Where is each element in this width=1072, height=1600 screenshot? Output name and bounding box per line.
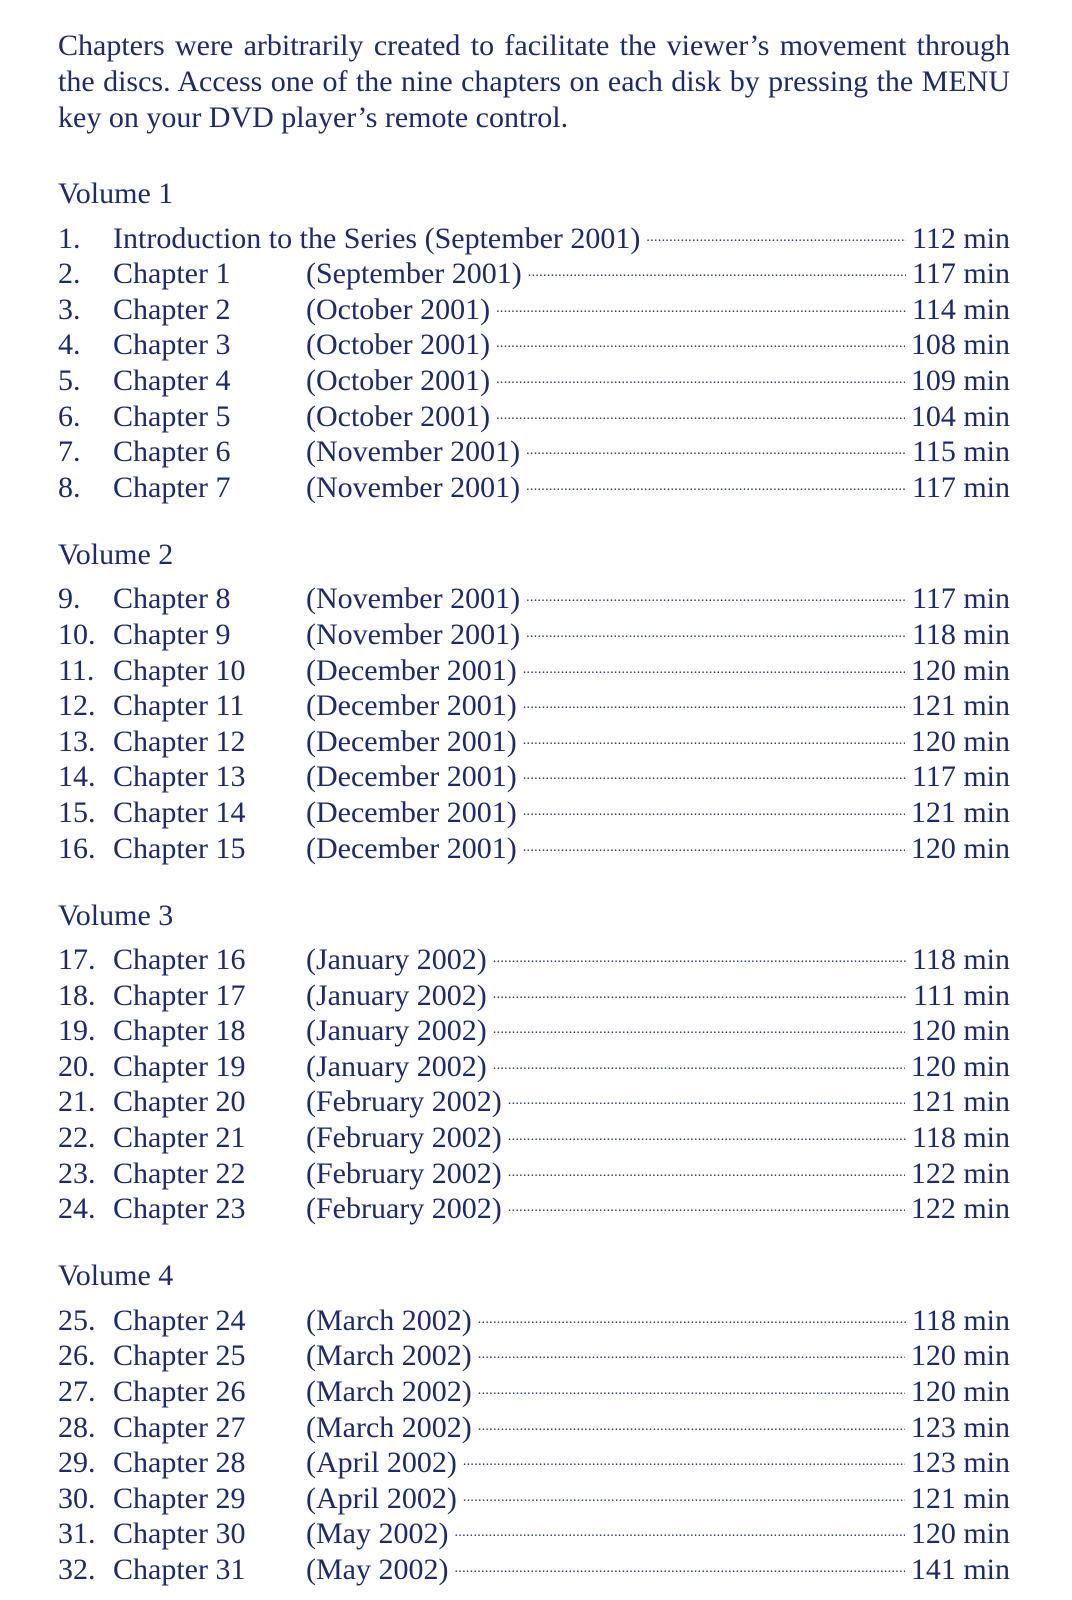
chapter-name: Chapter 31 [113,1553,246,1586]
chapter-row[interactable] [58,1294,1010,1337]
chapter-date: (October 2001) [306,292,491,326]
chapter-number: 23. [58,1156,96,1190]
chapter-number: 11. [58,653,95,687]
chapter-name: Chapter 18 [113,1014,246,1048]
dot-leader [463,1437,905,1473]
dot-leader [478,1294,906,1330]
chapter-number: 3. [58,292,81,326]
dot-leader [523,680,905,716]
dot-leader [523,786,905,822]
chapter-name: Chapter 6 [113,435,231,469]
dot-leader [493,1005,905,1041]
volume-heading: Volume 1 [58,177,174,210]
chapter-duration: 122 min [910,1156,1010,1190]
chapter-name: Chapter 10 [113,653,246,687]
chapter-date: (December 2001) [306,689,517,723]
chapter-date: (December 2001) [306,653,517,687]
chapter-duration: 121 min [910,1481,1010,1515]
chapter-date: (January 2002) [306,943,487,977]
chapter-number: 21. [58,1085,96,1119]
dot-leader [478,1330,905,1366]
chapter-name: Chapter 9 [113,617,231,651]
dot-leader [496,283,906,319]
chapter-date: (March 2002) [306,1339,472,1373]
dot-leader [523,715,905,751]
chapter-date: (March 2002) [306,1375,472,1409]
chapter-duration: 114 min [911,292,1010,326]
chapter-duration: 118 min [911,617,1010,651]
dot-leader [523,644,905,680]
chapter-number: 18. [58,978,96,1012]
chapter-number: 7. [58,435,81,469]
dot-leader [496,319,905,355]
chapter-number: 16. [58,831,96,865]
chapter-date: (October 2001) [306,399,491,433]
chapter-name: Chapter 13 [113,760,246,794]
chapter-date: (May 2002) [306,1553,449,1586]
volume-section [58,898,1010,1226]
chapter-date: (November 2001) [306,617,521,651]
chapter-date: (May 2002) [306,1517,449,1551]
chapter-date: (April 2002) [306,1446,457,1480]
dot-leader [493,1040,905,1076]
chapter-date: (December 2001) [306,724,517,758]
dot-leader [454,1508,904,1544]
volume-heading: Volume 3 [58,898,174,932]
chapter-number: 8. [58,470,81,504]
chapter-date: (February 2002) [306,1085,502,1119]
chapter-date: (February 2002) [306,1156,502,1190]
chapter-duration: 120 min [910,1049,1010,1083]
chapter-name: Chapter 30 [113,1517,246,1551]
chapter-duration: 121 min [910,795,1010,829]
chapter-number: 6. [58,399,81,433]
chapter-number: 22. [58,1121,96,1155]
chapter-number: 27. [58,1375,96,1409]
dot-leader [526,573,906,609]
chapter-date: (November 2001) [306,470,521,504]
chapter-duration: 117 min [911,470,1010,504]
chapter-duration: 117 min [911,760,1010,794]
chapter-number: 17. [58,943,96,977]
chapter-duration: 123 min [910,1410,1010,1444]
chapter-duration: 109 min [910,363,1010,397]
chapter-name: Chapter 5 [113,399,231,433]
chapter-duration: 120 min [910,724,1010,758]
chapter-number: 30. [58,1481,96,1515]
chapter-duration: 120 min [910,653,1010,687]
chapter-number: 31. [58,1517,96,1551]
chapter-row[interactable] [58,573,1010,616]
dot-leader [508,1183,905,1219]
chapter-duration: 111 min [913,978,1010,1012]
chapter-number: 14. [58,760,96,794]
chapter-duration: 112 min [911,221,1010,255]
chapter-name: Chapter 2 [113,292,231,326]
dot-leader [463,1472,905,1508]
chapter-name: Chapter 16 [113,943,246,977]
chapter-name: Chapter 27 [113,1410,246,1444]
chapter-duration: 120 min [910,1517,1010,1551]
dot-leader [528,248,906,284]
dot-leader [523,822,905,858]
volume-heading: Volume 4 [58,1259,174,1293]
dot-leader [454,1543,904,1579]
dot-leader [496,390,905,426]
chapter-duration: 141 min [910,1553,1010,1586]
chapter-name: Chapter 20 [113,1085,246,1119]
chapter-date: (November 2001) [306,582,521,616]
chapter-number: 2. [58,257,81,291]
chapter-date: (March 2002) [306,1303,472,1337]
chapter-duration: 120 min [910,831,1010,865]
chapter-date: (February 2002) [306,1121,502,1155]
chapter-date: (February 2002) [306,1192,502,1226]
chapter-name: Chapter 17 [113,978,246,1012]
chapter-name: Chapter 7 [113,470,231,504]
dot-leader [508,1111,906,1147]
dot-leader [496,354,905,390]
chapter-number: 29. [58,1446,96,1480]
chapter-date: (March 2002) [306,1410,472,1444]
dot-leader [508,1147,905,1183]
chapter-number: 24. [58,1192,96,1226]
chapter-duration: 104 min [910,399,1010,433]
chapter-name: Chapter 25 [113,1339,246,1373]
chapter-duration: 122 min [910,1192,1010,1226]
volumes-container [58,176,1010,1586]
chapter-date: (December 2001) [306,760,517,794]
chapter-duration: 120 min [910,1375,1010,1409]
chapter-number: 12. [58,689,96,723]
chapter-duration: 121 min [910,689,1010,723]
chapter-date: (December 2001) [306,831,517,865]
chapter-date: (April 2002) [306,1481,457,1515]
dot-leader [478,1365,905,1401]
chapter-number: 5. [58,363,81,397]
chapter-date: (November 2001) [306,435,521,469]
chapter-number: 32. [58,1553,96,1586]
chapter-name: Chapter 22 [113,1156,246,1190]
chapter-name: Chapter 23 [113,1192,246,1226]
chapter-title: Introduction to the Series (September 2001) [113,221,641,255]
chapter-duration: 108 min [910,328,1010,362]
chapter-name: Chapter 12 [113,724,246,758]
chapter-duration: 123 min [910,1446,1010,1480]
chapter-number: 1. [58,221,81,255]
chapter-number: 26. [58,1339,96,1373]
chapter-date: (September 2001) [306,257,522,291]
chapter-number: 15. [58,795,96,829]
chapter-duration: 115 min [911,435,1010,469]
chapter-date: (January 2002) [306,978,487,1012]
chapter-duration: 117 min [911,257,1010,291]
dot-leader [493,934,906,970]
chapter-duration: 117 min [911,582,1010,616]
chapter-name: Chapter 19 [113,1049,246,1083]
dot-leader [526,426,906,462]
chapter-list-page [58,28,1010,1586]
chapter-date: (December 2001) [306,795,517,829]
chapter-name: Chapter 21 [113,1121,246,1155]
intro-paragraph: Chapters were arbitrarily created to facilitate the viewer’s movement through the discs. Access one of the nine chapters on each disk by pressing the MENU key on your DVD player’s remote control. [58,29,1010,134]
chapter-duration: 120 min [910,1014,1010,1048]
dot-leader [526,608,906,644]
chapter-duration: 118 min [911,1303,1010,1337]
chapter-number: 9. [58,582,81,616]
chapter-date: (January 2002) [306,1014,487,1048]
volume-section [58,176,1010,504]
chapter-number: 25. [58,1303,96,1337]
chapter-date: (October 2001) [306,328,491,362]
chapter-row[interactable] [58,934,1010,977]
chapter-name: Chapter 14 [113,795,246,829]
dot-leader [478,1401,905,1437]
chapter-number: 19. [58,1014,96,1048]
dot-leader [493,969,907,1005]
chapter-number: 13. [58,724,96,758]
chapter-number: 20. [58,1049,96,1083]
chapter-name: Chapter 28 [113,1446,246,1480]
chapter-name: Chapter 8 [113,582,231,616]
chapter-number: 10. [58,617,96,651]
dot-leader [646,212,906,248]
chapter-number: 28. [58,1410,96,1444]
chapter-number: 4. [58,328,81,362]
chapter-duration: 118 min [911,943,1010,977]
dot-leader [526,461,906,497]
chapter-name: Chapter 11 [113,689,245,723]
chapter-row[interactable] [58,212,1010,255]
chapter-name: Chapter 29 [113,1481,246,1515]
volume-section [58,1258,1010,1586]
chapter-duration: 120 min [910,1339,1010,1373]
chapter-name: Chapter 24 [113,1303,246,1337]
chapter-duration: 121 min [910,1085,1010,1119]
chapter-name: Chapter 15 [113,831,246,865]
chapter-date: (January 2002) [306,1049,487,1083]
dot-leader [523,751,906,787]
volume-heading: Volume 2 [58,537,174,571]
volume-section [58,537,1010,865]
dot-leader [508,1076,905,1112]
chapter-date: (October 2001) [306,363,491,397]
chapter-name: Chapter 3 [113,328,231,362]
chapter-name: Chapter 26 [113,1375,246,1409]
chapter-name: Chapter 1 [113,257,231,291]
chapter-name: Chapter 4 [113,363,231,397]
chapter-duration: 118 min [911,1121,1010,1155]
